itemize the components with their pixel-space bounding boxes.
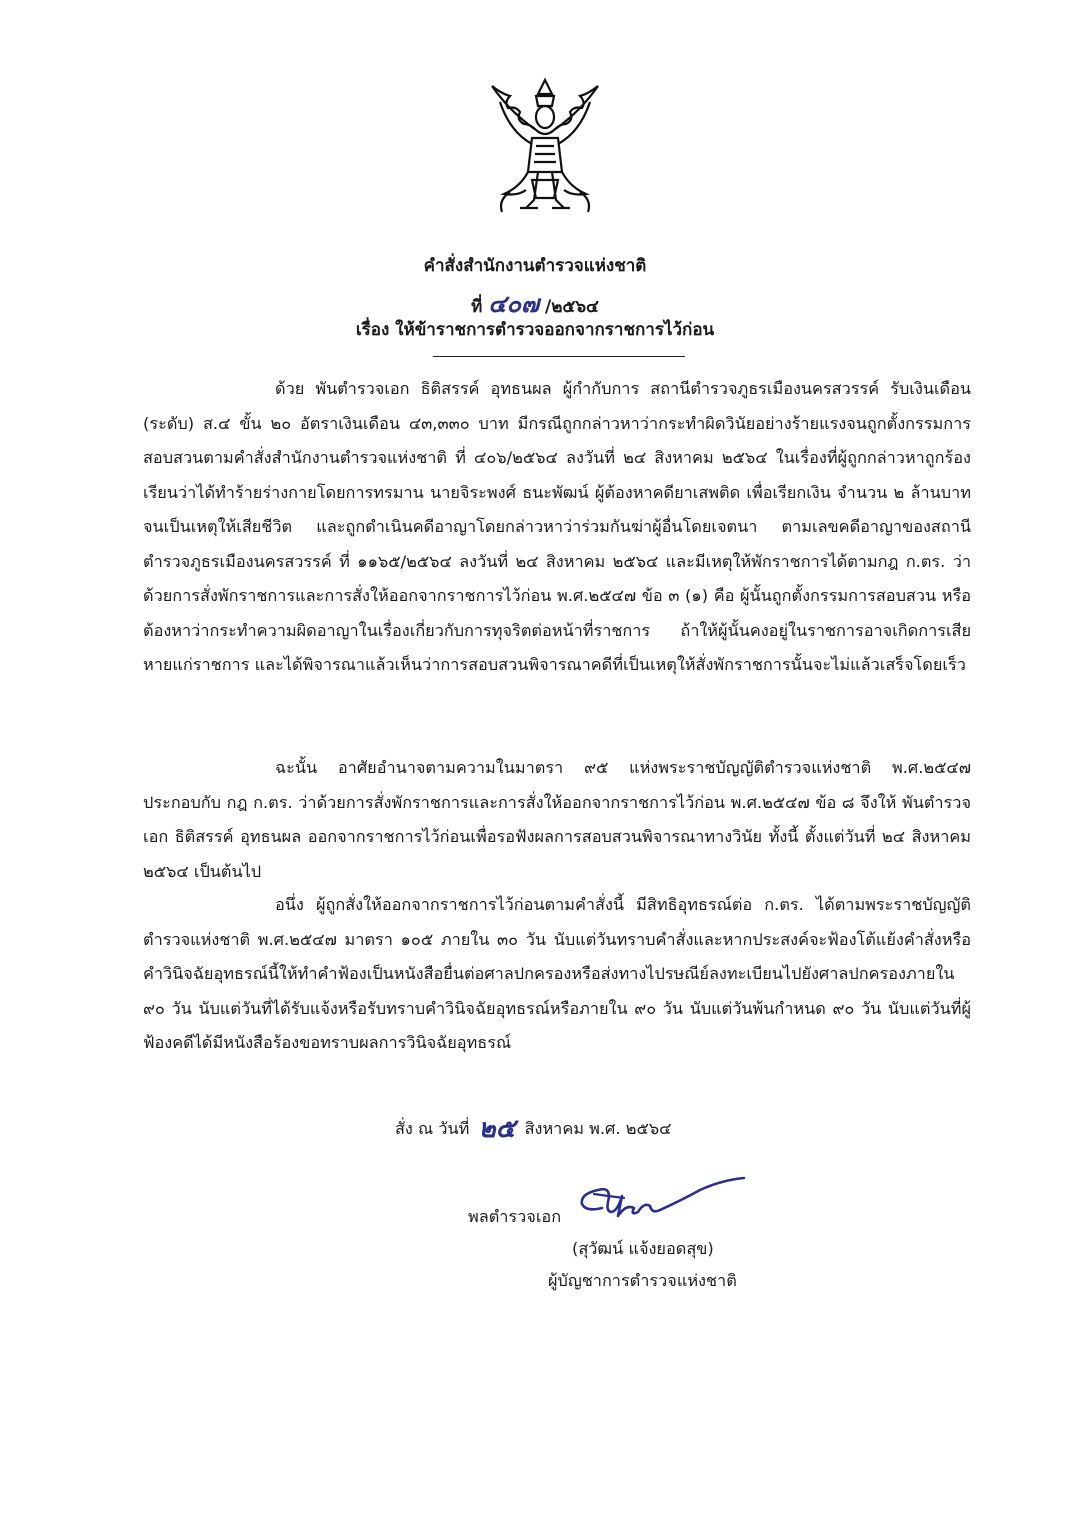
- body-paragraph-3: [143, 888, 971, 1061]
- date-prefix: สั่ง ณ วันที่: [395, 1119, 470, 1138]
- paragraph-1-text: ด้วย พันตำรวจเอก ธิติสรรค์ อุทธนผล ผู้กำกับการ สถานีตำรวจภูธรเมืองนครสวรรค์ รับเงินเดือน (ระดับ) ส.๔ ขั้น ๒๐ อัตราเงินเดือน ๔๓,๓๓๐ บาท มีกรณีถูกกล่าวหาว่ากระทำผิดวินัยอย่างร้ายแรงจนถูกตั้งกรรมการสอบสวนตามคำสั่งสำนักงานตำรวจแห่งชาติ ที่ ๔๐๖/๒๕๖๔ ลงวันที่ ๒๔ สิงหาคม ๒๕๖๔ ในเรื่องที่ผู้ถูกกล่าวหาถูกร้องเรียนว่าได้ทำร้ายร่างกายโดยการทรมาน นายจิระพงศ์ ธนะพัฒน์ ผู้ต้องหาคดียาเสพติด เพื่อเรียกเงิน จำนวน ๒ ล้านบาท จนเป็นเหตุให้เสียชีวิต และถูกดำเนินคดีอาญาโดยกล่าวหาว่าร่วมกันฆ่าผู้อื่นโดยเจตนา ตามเลขคดีอาญาของสถานีตำรวจภูธรเมืองนครสวรรค์ ที่ ๑๑๖๕/๒๕๖๔ ลงวันที่ ๒๔ สิงหาคม ๒๕๖๔ และมีเหตุให้พักราชการได้ตามกฎ ก.ตร. ว่าด้วยการสั่งพักราชการและการสั่งให้ออกจากราชการไว้ก่อน พ.ศ.๒๕๔๗ ข้อ ๓ (๑) คือ ผู้นั้นถูกตั้งกรรมการสอบสวน หรือต้องหาว่ากระทำความผิดอาญาในเรื่องเกี่ยวกับการทุจริตต่อหน้าที่ราชการ ถ้าให้ผู้นั้นคงอยู่ในราชการอาจเกิดการเสียหายแก่ราชการ และได้พิจารณาแล้วเห็นว่าการสอบสวนพิจารณาคดีที่เป็นเหตุให้สั่งพักราชการนั้นจะไม่แล้วเสร็จโดยเร็ว: [143, 379, 971, 674]
- body-paragraph-1: [143, 372, 971, 683]
- order-title: คำสั่งสำนักงานตำรวจแห่งชาติ: [423, 256, 647, 276]
- date-handwritten-day: ๒๕: [478, 1114, 516, 1144]
- body-paragraph-2: [143, 751, 971, 889]
- order-number-prefix: ที่: [471, 297, 483, 317]
- garuda-emblem-icon: [480, 72, 610, 222]
- signer-position: ผู้บัญชาการตำรวจแห่งชาติ: [548, 1271, 737, 1290]
- signer-rank: พลตำรวจเอก: [468, 1207, 562, 1226]
- signing-date: [395, 1108, 671, 1149]
- paragraph-3-text: อนึ่ง ผู้ถูกสั่งให้ออกจากราชการไว้ก่อนตามคำสั่งนี้ มีสิทธิอุทธรณ์ต่อ ก.ตร. ได้ตามพระราชบัญญัติตำรวจแห่งชาติ พ.ศ.๒๕๔๗ มาตรา ๑๐๕ ภายใน ๓๐ วัน นับแต่วันทราบคำสั่งและหากประสงค์จะฟ้องโต้แย้งคำสั่งหรือคำวินิจฉัยอุทธรณ์นี้ให้ทำคำฟ้องเป็นหนังสือยื่นต่อศาลปกครองหรือส่งทางไปรษณีย์ลงทะเบียนไปยังศาลปกครองภายใน ๙๐ วัน นับแต่วันที่ได้รับแจ้งหรือรับทราบคำวินิจฉัยอุทธรณ์หรือภายใน ๙๐ วัน นับแต่วันพ้นกำหนด ๙๐ วัน นับแต่วันที่ผู้ฟ้องคดีได้มีหนังสือร้องขอทราบผลการวินิจฉัยอุทธรณ์: [143, 895, 971, 1052]
- title-divider: [433, 356, 685, 357]
- date-suffix: สิงหาคม พ.ศ. ๒๕๖๔: [524, 1119, 672, 1138]
- signer-name: (สุวัฒน์ แจ้งยอดสุข): [572, 1239, 714, 1258]
- handwritten-signature: [572, 1172, 752, 1232]
- order-subject: เรื่อง ให้ข้าราชการตำรวจออกจากราชการไว้ก่อน: [355, 320, 715, 340]
- order-number-handwritten: ๔๐๗: [488, 289, 540, 318]
- order-number-suffix: /๒๕๖๔: [544, 297, 599, 317]
- paragraph-2-text: ฉะนั้น อาศัยอำนาจตามความในมาตรา ๙๕ แห่งพระราชบัญญัติตำรวจแห่งชาติ พ.ศ.๒๕๔๗ ประกอบกับ กฎ ก.ตร. ว่าด้วยการสั่งพักราชการและการสั่งให้ออกจากราชการไว้ก่อน พ.ศ.๒๕๔๗ ข้อ ๘ จึงให้ พันตำรวจเอก ธิติสรรค์ อุทธนผล ออกจากราชการไว้ก่อนเพื่อรอฟังผลการสอบสวนพิจารณาทางวินัย ทั้งนี้ ตั้งแต่วันที่ ๒๔ สิงหาคม ๒๕๖๔ เป็นต้นไป: [143, 758, 971, 881]
